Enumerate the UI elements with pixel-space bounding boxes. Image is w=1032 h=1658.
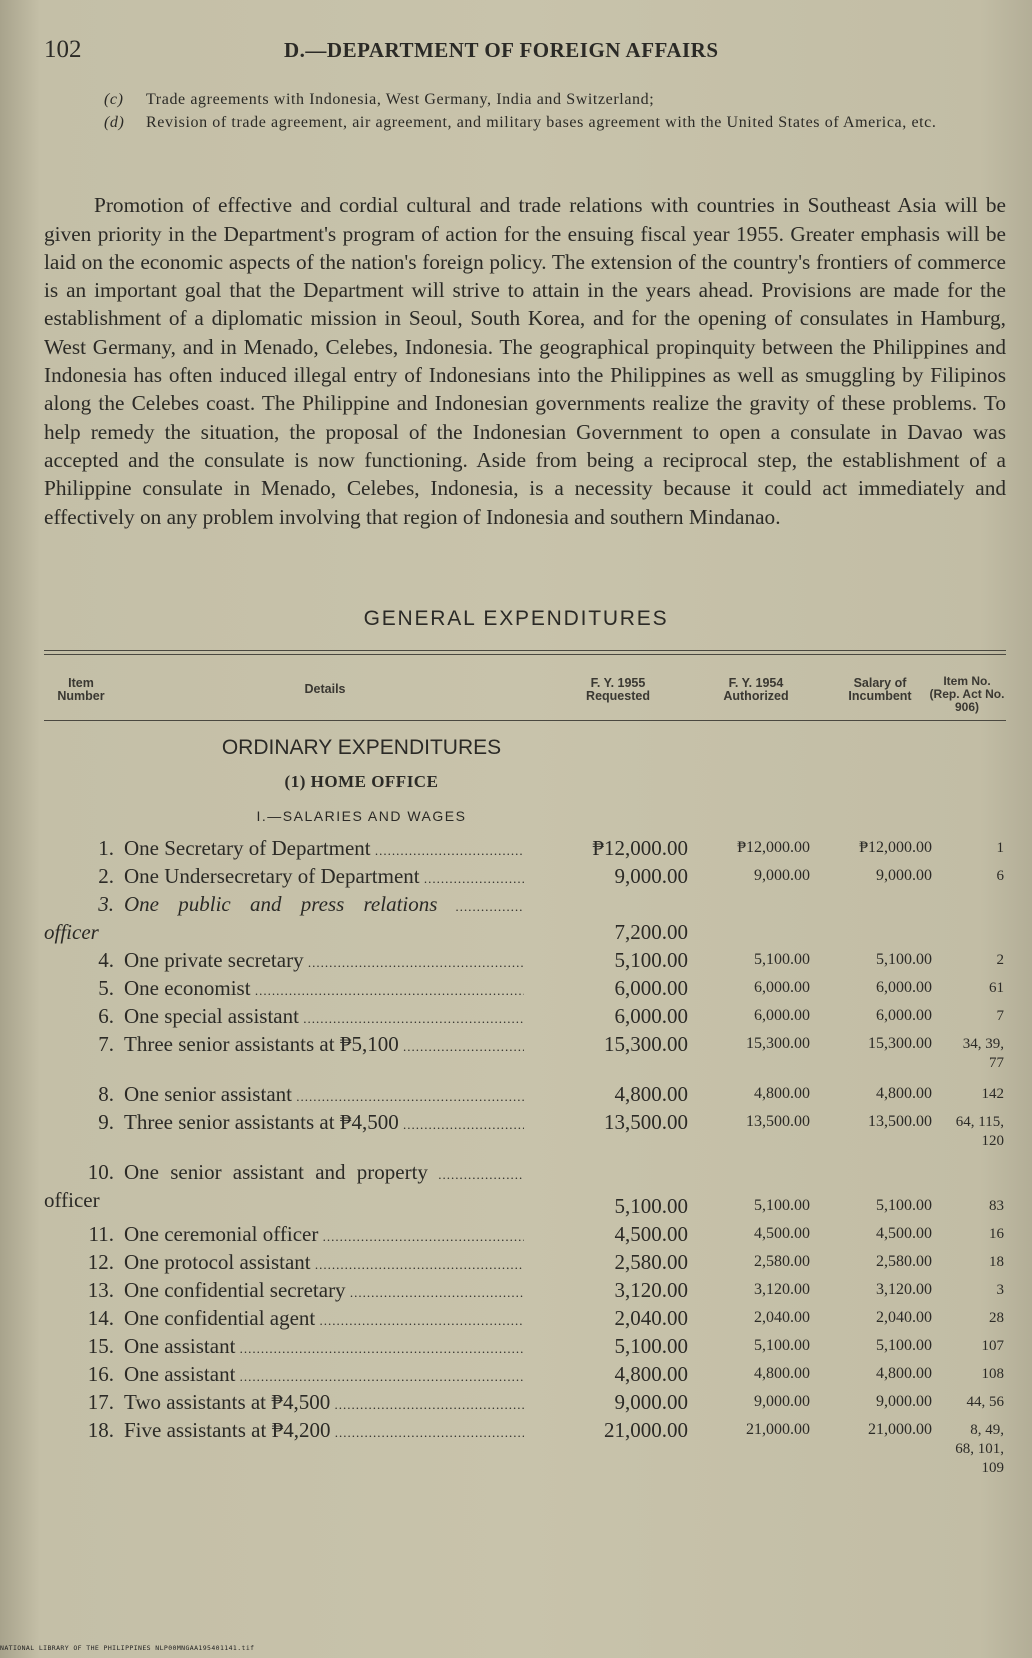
table-top-rule-double — [44, 654, 1006, 655]
row-details: One assistant ..... — [124, 1334, 524, 1359]
row-fy1955: 5,100.00 — [614, 1194, 688, 1218]
table-row — [0, 1082, 1032, 1110]
col-header-fy1954: F. Y. 1954 Authorized — [723, 676, 789, 703]
list-item-label: (d) — [104, 114, 125, 131]
row-fy1955: 4,800.00 — [614, 1082, 688, 1106]
table-row — [0, 1250, 1032, 1278]
table-row — [0, 1362, 1032, 1390]
row-details: One confidential agent ..... — [124, 1306, 524, 1331]
row-number: 9. — [98, 1110, 114, 1134]
row-salary: 5,100.00 — [876, 951, 932, 968]
table-row — [0, 1306, 1032, 1334]
row-number: 12. — [87, 1250, 114, 1274]
row-details: One assistant ..... — [124, 1362, 524, 1387]
row-fy1955: 9,000.00 — [614, 1390, 688, 1414]
row-fy1955: 5,100.00 — [614, 1334, 688, 1358]
list-item-text: Trade agreements with Indonesia, West Germany, India and Switzerland; — [146, 91, 655, 108]
row-item-no: 7 — [996, 1008, 1004, 1024]
row-number: 3. — [98, 892, 114, 916]
row-item-no: 34, 39, 77 — [962, 1036, 1004, 1071]
row-fy1955: 15,300.00 — [604, 1032, 688, 1056]
row-salary: 15,300.00 — [868, 1035, 932, 1052]
table-row — [0, 1004, 1032, 1032]
row-fy1954: 5,100.00 — [754, 951, 810, 968]
table-row-continuation — [0, 920, 1032, 948]
table-header-rule — [44, 720, 1006, 721]
row-details: One special assistant ..... — [124, 1004, 524, 1029]
col-header-item-no: Item No. (Rep. Act No. 906) — [929, 674, 1005, 714]
row-fy1954: 2,580.00 — [754, 1253, 810, 1270]
row-salary: ₱12,000.00 — [859, 839, 932, 856]
row-details: Five assistants at ₱4,200 ..... — [124, 1418, 524, 1443]
row-fy1955: 3,120.00 — [614, 1278, 688, 1302]
row-item-no: 142 — [981, 1086, 1004, 1102]
row-fy1954: 4,800.00 — [754, 1085, 810, 1102]
section-title: GENERAL EXPENDITURES — [363, 607, 669, 630]
table-top-rule — [44, 650, 1006, 651]
row-fy1955: 7,200.00 — [614, 920, 688, 944]
scan-footer: NATIONAL LIBRARY OF THE PHILIPPINES NLP00MNGAA195401141.tif — [0, 1644, 255, 1652]
table-row — [0, 1390, 1032, 1418]
row-fy1954: 9,000.00 — [754, 867, 810, 884]
row-item-no: 3 — [996, 1282, 1004, 1298]
table-row — [0, 1334, 1032, 1362]
row-salary: 6,000.00 — [876, 1007, 932, 1024]
list-item — [104, 111, 1009, 134]
row-number: 4. — [98, 948, 114, 972]
row-details: One Secretary of Department ..... — [124, 836, 524, 861]
body-paragraph: Promotion of effective and cordial cultural and trade relations with countries in Southeast Asia will be given priority in the Department's program of action for the ensuing fiscal year 1955. Greater emphasis will be laid on the economic aspects of the nation's foreign policy. The extension of the country's frontiers of commerce is an important goal that the Department will strive to attain in the years ahead. Provisions are made for the establishment of a diplomatic mission in Seoul, South Korea, and for the opening of consulates in Hamburg, West Germany, and in Menado, Celebes, Indonesia. The geographical propinquity between the Philippines and Indonesia has often induced illegal entry of Indonesians into the Philippines as well as smuggling by Filipinos along the Celebes coast. The Philippine and Indonesian governments realize the gravity of these problems. To help remedy the situation, the proposal of the Indonesian Government to open a consulate in Davao was accepted and the consulate is now functioning. Aside from being a reciprocal step, the establishment of a Philippine consulate in Menado, Celebes, Indonesia, is a necessity because it could act immediately and effectively on any problem involving that region of Indonesia and southern Mindanao. — [44, 193, 1006, 529]
page-title: D.—DEPARTMENT OF FOREIGN AFFAIRS — [284, 38, 719, 62]
row-number: 15. — [87, 1334, 114, 1358]
table-row — [0, 1032, 1032, 1071]
row-fy1954: 4,500.00 — [754, 1225, 810, 1242]
row-item-no: 108 — [981, 1366, 1004, 1382]
row-item-no: 6 — [996, 868, 1004, 884]
row-fy1954: 13,500.00 — [746, 1113, 810, 1130]
row-fy1955: 2,580.00 — [614, 1250, 688, 1274]
row-fy1955: 4,500.00 — [614, 1222, 688, 1246]
row-salary: 9,000.00 — [876, 1393, 932, 1410]
row-fy1954: 9,000.00 — [754, 1393, 810, 1410]
row-number: 11. — [88, 1222, 114, 1246]
row-details: Three senior assistants at ₱4,500 ..... — [124, 1110, 524, 1135]
row-number: 14. — [87, 1306, 114, 1330]
row-fy1955: 13,500.00 — [604, 1110, 688, 1134]
row-fy1954: 3,120.00 — [754, 1281, 810, 1298]
row-details: One economist ..... — [124, 976, 524, 1001]
row-fy1954: 5,100.00 — [754, 1337, 810, 1354]
table-row — [0, 892, 1032, 920]
row-salary: 3,120.00 — [876, 1281, 932, 1298]
row-details-continuation: officer — [44, 1188, 100, 1212]
col-header-details: Details — [304, 682, 346, 696]
row-details: One senior assistant ..... — [124, 1082, 524, 1107]
list-item — [104, 88, 1009, 111]
row-fy1955: 6,000.00 — [614, 976, 688, 1000]
row-number: 7. — [98, 1032, 114, 1056]
row-number: 1. — [98, 836, 114, 860]
row-details: One confidential secretary ..... — [124, 1278, 524, 1303]
row-number: 13. — [87, 1278, 114, 1302]
row-details: One Undersecretary of Department ..... — [124, 864, 524, 889]
row-fy1954: 2,040.00 — [754, 1309, 810, 1326]
row-item-no: 16 — [989, 1226, 1004, 1242]
row-details: Three senior assistants at ₱5,100 ..... — [124, 1032, 524, 1057]
table-row — [0, 1222, 1032, 1250]
row-salary: 2,580.00 — [876, 1253, 932, 1270]
row-number: 6. — [98, 1004, 114, 1028]
row-salary: 6,000.00 — [876, 979, 932, 996]
heading-salaries-wages: I.—SALARIES AND WAGES — [256, 808, 467, 824]
row-fy1954: 6,000.00 — [754, 1007, 810, 1024]
row-salary: 5,100.00 — [876, 1337, 932, 1354]
row-number: 8. — [98, 1082, 114, 1106]
row-item-no: 18 — [989, 1254, 1004, 1270]
row-details: One senior assistant and property ..... — [124, 1160, 524, 1185]
row-item-no: 61 — [989, 980, 1004, 996]
col-header-salary: Salary of Incumbent — [848, 676, 912, 703]
heading-ordinary-expenditures: ORDINARY EXPENDITURES — [221, 736, 502, 759]
row-number: 16. — [87, 1362, 114, 1386]
row-details: One protocol assistant ..... — [124, 1250, 524, 1275]
row-number: 10. — [87, 1160, 114, 1184]
row-salary: 4,500.00 — [876, 1225, 932, 1242]
row-fy1954: 4,800.00 — [754, 1365, 810, 1382]
row-details-continuation: officer — [44, 920, 99, 944]
row-item-no: 44, 56 — [966, 1394, 1004, 1410]
table-row-continuation — [0, 1188, 1032, 1216]
row-fy1954: ₱12,000.00 — [737, 839, 810, 856]
row-fy1954: 15,300.00 — [746, 1035, 810, 1052]
row-fy1955: 5,100.00 — [614, 948, 688, 972]
row-fy1955: 2,040.00 — [614, 1306, 688, 1330]
row-salary: 4,800.00 — [876, 1365, 932, 1382]
row-fy1955: 9,000.00 — [614, 864, 688, 888]
row-fy1954: 21,000.00 — [746, 1421, 810, 1438]
intro-list — [104, 88, 1009, 134]
row-fy1954: 6,000.00 — [754, 979, 810, 996]
row-fy1955: 4,800.00 — [614, 1362, 688, 1386]
row-salary: 21,000.00 — [868, 1421, 932, 1438]
table-row — [0, 864, 1032, 892]
table-row — [0, 836, 1032, 864]
table-row — [0, 1418, 1032, 1476]
row-item-no: 64, 115, 120 — [955, 1114, 1004, 1149]
row-fy1955: 6,000.00 — [614, 1004, 688, 1028]
row-item-no: 8, 49, 68, 101, 109 — [955, 1422, 1004, 1476]
table-row — [0, 1110, 1032, 1149]
row-fy1955: 21,000.00 — [604, 1418, 688, 1442]
heading-home-office: (1) HOME OFFICE — [284, 772, 439, 791]
table-row — [0, 976, 1032, 1004]
row-salary: 9,000.00 — [876, 867, 932, 884]
row-details: One ceremonial officer ..... — [124, 1222, 524, 1247]
page-number: 102 — [44, 36, 82, 63]
list-item-label: (c) — [104, 91, 124, 108]
row-item-no: 2 — [996, 952, 1004, 968]
row-salary: 13,500.00 — [868, 1113, 932, 1130]
row-number: 18. — [87, 1418, 114, 1442]
row-salary: 2,040.00 — [876, 1309, 932, 1326]
row-number: 2. — [98, 864, 114, 888]
row-salary: 4,800.00 — [876, 1085, 932, 1102]
row-item-no: 107 — [981, 1338, 1004, 1354]
row-salary: 5,100.00 — [876, 1197, 932, 1214]
row-item-no: 83 — [989, 1198, 1004, 1214]
table-row — [0, 1278, 1032, 1306]
table-row — [0, 948, 1032, 976]
list-item-text: Revision of trade agreement, air agreement, and military bases agreement with the United States of America, etc. — [146, 114, 937, 131]
row-fy1954: 5,100.00 — [754, 1197, 810, 1214]
page-header — [44, 36, 992, 70]
col-header-item-number: Item Number — [57, 676, 105, 703]
row-details: One public and press relations ..... — [124, 892, 524, 917]
col-header-fy1955: F. Y. 1955 Requested — [586, 676, 650, 703]
row-details: One private secretary ..... — [124, 948, 524, 973]
table-row — [0, 1160, 1032, 1188]
row-item-no: 28 — [989, 1310, 1004, 1326]
row-item-no: 1 — [996, 840, 1004, 856]
row-number: 5. — [98, 976, 114, 1000]
row-details: Two assistants at ₱4,500 ..... — [124, 1390, 524, 1415]
row-number: 17. — [87, 1390, 114, 1414]
row-fy1955: ₱12,000.00 — [592, 836, 688, 860]
